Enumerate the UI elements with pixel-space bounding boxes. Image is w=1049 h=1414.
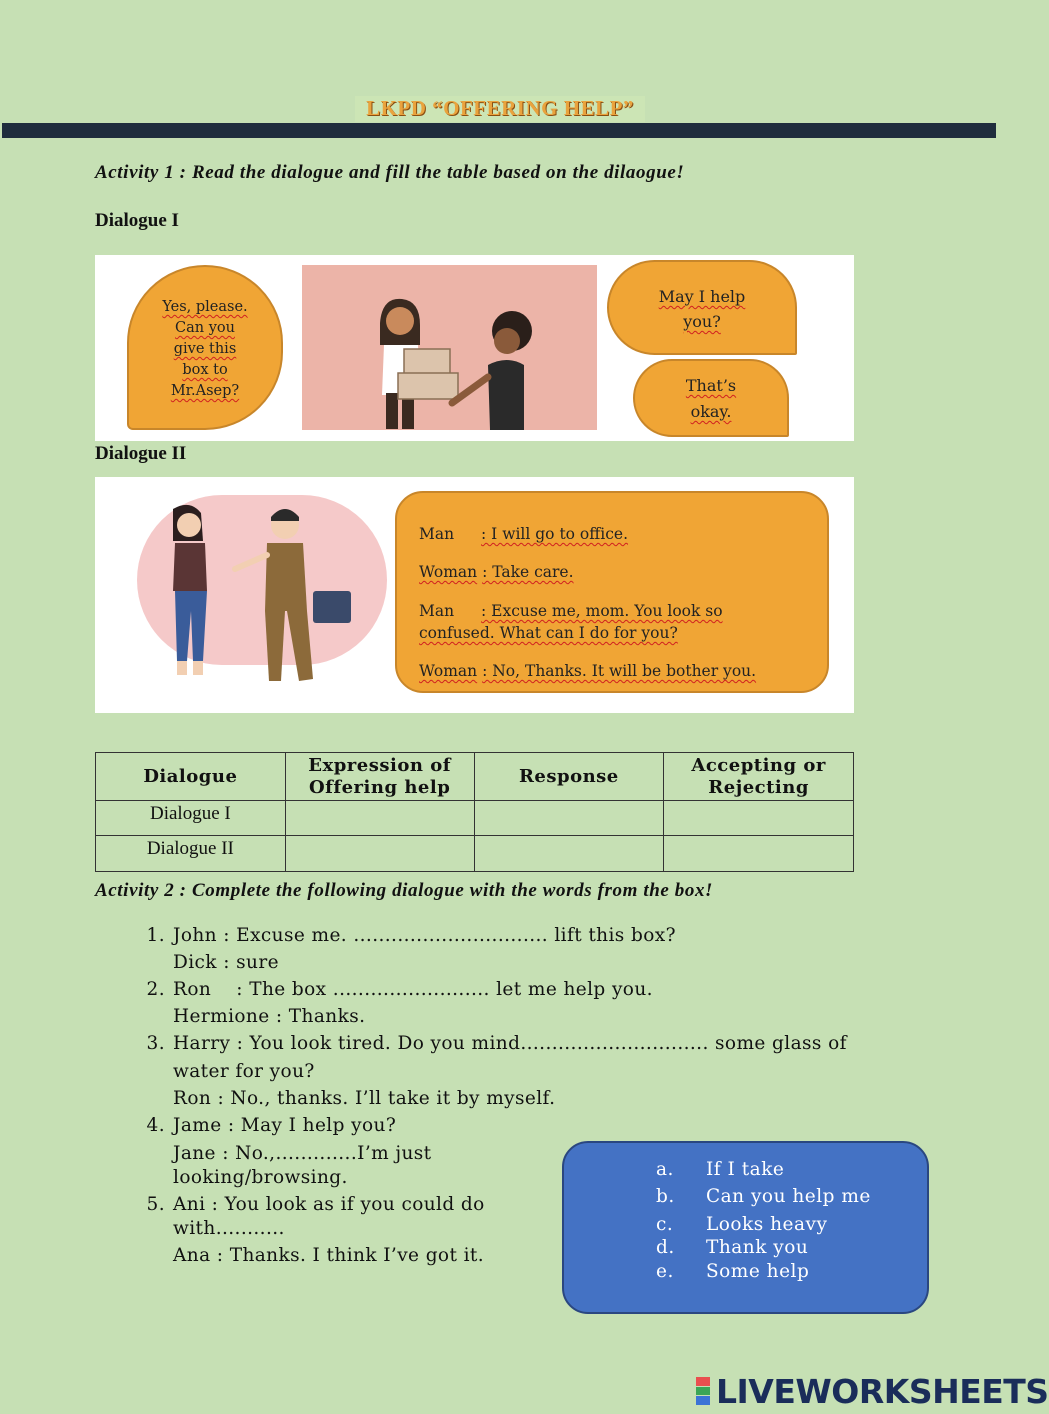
table-header: Response xyxy=(474,753,664,801)
dialogue1-panel xyxy=(95,255,854,441)
dialogue2-script-bubble xyxy=(395,491,829,693)
activity2-heading: Activity 2 : Complete the following dialogue with the words from the box! xyxy=(95,880,714,901)
option-text: Looks heavy xyxy=(706,1214,828,1235)
table-cell: Dialogue II xyxy=(96,836,286,872)
table-header: Expression of Offering help xyxy=(285,753,474,801)
dialogue1-label: Dialogue I xyxy=(95,210,179,231)
table-row xyxy=(96,836,854,872)
exercise-line: Jane : No.,.............I’m just xyxy=(173,1143,432,1164)
item-number: 2. xyxy=(146,979,165,1000)
table-cell: Dialogue I xyxy=(96,801,286,836)
speech-bubble-right-top: May I help you? xyxy=(607,260,797,355)
exercise-line: Ani : You look as if you could do xyxy=(173,1194,485,1215)
table-header: Dialogue xyxy=(96,753,286,801)
dialogue2-line: Man : I will go to office. xyxy=(419,525,629,543)
dialogue2-line: Woman : No, Thanks. It will be bother you. xyxy=(419,662,757,680)
option-text: If I take xyxy=(706,1159,785,1180)
answer-cell[interactable] xyxy=(664,836,854,872)
option-letter: a. xyxy=(656,1159,674,1180)
table-row xyxy=(96,801,854,836)
exercise-line: Harry : You look tired. Do you mind.............................. some glass of xyxy=(173,1033,847,1054)
page-title: LKPD “OFFERING HELP” xyxy=(355,96,645,122)
dialogue2-label: Dialogue II xyxy=(95,443,187,464)
option-letter: d. xyxy=(656,1237,675,1258)
exercise-line: Ron : No., thanks. I’ll take it by myself. xyxy=(173,1088,556,1109)
item-number: 3. xyxy=(146,1033,165,1054)
item-number: 5. xyxy=(146,1194,165,1215)
answer-cell[interactable] xyxy=(474,801,664,836)
dialogue2-panel xyxy=(95,477,854,713)
answer-cell[interactable] xyxy=(285,836,474,872)
item-number: 4. xyxy=(146,1115,165,1136)
dialogue2-line: Woman : Take care. xyxy=(419,563,574,581)
option-text: Can you help me xyxy=(706,1186,871,1207)
table-header: Accepting or Rejecting xyxy=(664,753,854,801)
option-letter: e. xyxy=(656,1261,674,1282)
exercise-line: Jame : May I help you? xyxy=(173,1115,397,1136)
word-box xyxy=(562,1141,929,1314)
exercise-line: Ron : The box ......................... let me help you. xyxy=(173,979,653,1000)
people-carrying-box-image xyxy=(302,265,597,430)
logo-badge-icon xyxy=(693,1377,713,1405)
option-text: Thank you xyxy=(706,1237,809,1258)
illustration-box-handoff xyxy=(302,265,597,430)
exercise-line: John : Excuse me. ............................... lift this box? xyxy=(173,925,676,946)
logo-text: LIVEWORKSHEETS xyxy=(716,1371,1049,1411)
exercise-line: water for you? xyxy=(173,1061,315,1082)
exercise-line: looking/browsing. xyxy=(173,1167,348,1188)
exercise-line: Dick : sure xyxy=(173,952,279,973)
option-letter: c. xyxy=(656,1214,674,1235)
answer-cell[interactable] xyxy=(474,836,664,872)
answer-cell[interactable] xyxy=(664,801,854,836)
exercise-line: Ana : Thanks. I think I’ve got it. xyxy=(173,1245,485,1266)
answer-table xyxy=(95,752,854,872)
liveworksheets-logo[interactable] xyxy=(693,1371,1049,1411)
option-text: Some help xyxy=(706,1261,810,1282)
activity1-heading: Activity 1 : Read the dialogue and fill the table based on the dilaogue! xyxy=(95,162,685,183)
exercise-line: Hermione : Thanks. xyxy=(173,1006,366,1027)
header-rule xyxy=(2,123,996,138)
speech-bubble-left: Yes, please. Can you give this box to Mr.Asep? xyxy=(127,265,283,430)
exercise-line: with........... xyxy=(173,1218,285,1239)
woman-and-man-image xyxy=(135,491,395,701)
option-letter: b. xyxy=(656,1186,675,1207)
speech-bubble-right-bottom: That’s okay. xyxy=(633,359,789,437)
answer-cell[interactable] xyxy=(285,801,474,836)
dialogue2-line: Man : Excuse me, mom. You look so confused. What can I do for you? xyxy=(419,602,723,642)
item-number: 1. xyxy=(146,925,165,946)
